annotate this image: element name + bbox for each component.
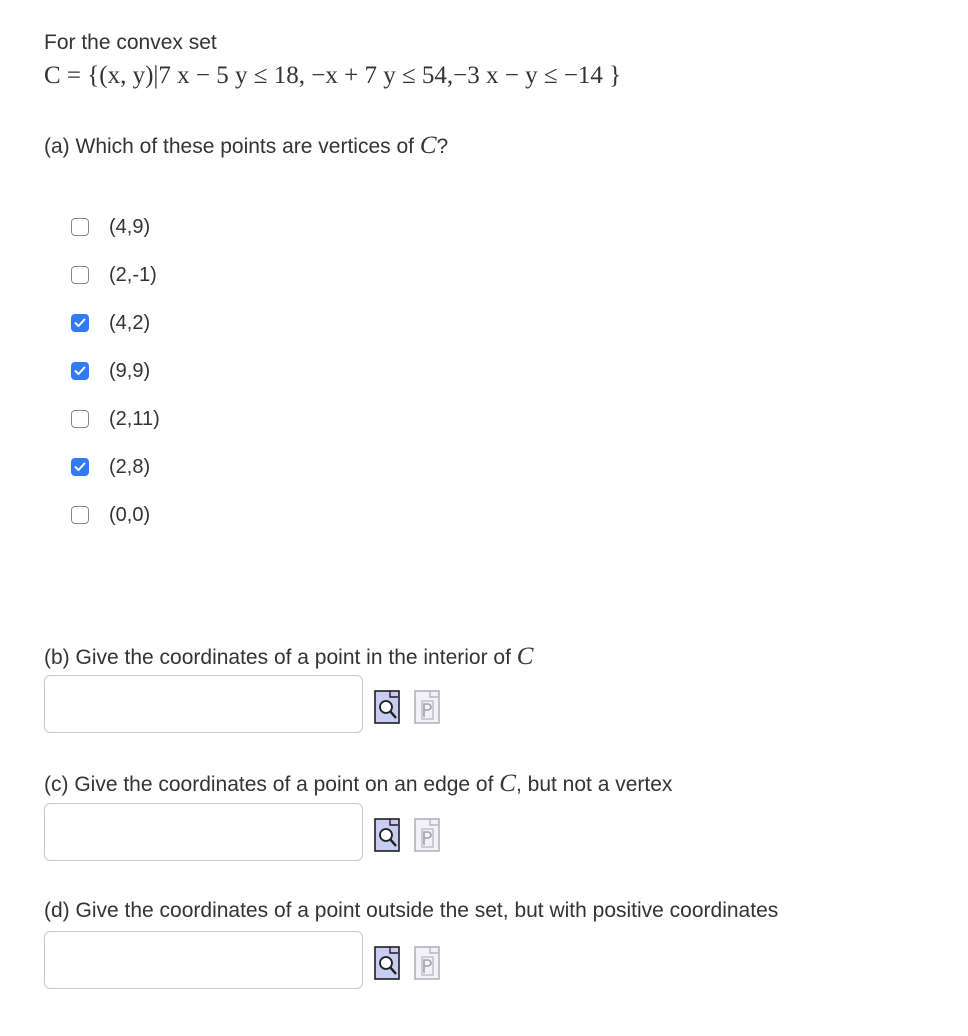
question-b-label: (b) Give the coordinates of a point in the interior of C: [44, 643, 534, 670]
option-3[interactable]: [71, 358, 150, 384]
option-label-1: (2,-1): [109, 263, 157, 286]
option-label-2: (4,2): [109, 311, 151, 334]
formula-text: C = {(x, y)|7 x − 5 y ≤ 18, −x + 7 y ≤ 54,−3 x − y ≤ −14 }: [44, 62, 622, 89]
set-formula: [44, 62, 621, 90]
option-label-6: (0,0): [109, 503, 151, 526]
preview-magnifier-icon[interactable]: [374, 818, 400, 852]
checkbox-1[interactable]: [71, 266, 89, 284]
checkbox-3[interactable]: [71, 362, 89, 380]
checkbox-5[interactable]: [71, 458, 89, 476]
check-icon: [74, 318, 86, 328]
checkbox-2[interactable]: [71, 314, 89, 332]
option-label-3: (9,9): [109, 359, 151, 382]
option-1[interactable]: [71, 262, 157, 288]
answer-d-input[interactable]: [44, 931, 363, 989]
question-c-label: (c) Give the coordinates of a point on an edge of C, but not a vertex: [44, 770, 673, 797]
check-icon: [74, 366, 86, 376]
question-d-label: (d) Give the coordinates of a point outside the set, but with positive coordinates: [44, 899, 779, 922]
problem-intro: For the convex set: [44, 31, 217, 54]
option-0[interactable]: [71, 214, 150, 240]
check-icon: [74, 462, 86, 472]
option-label-5: (2,8): [109, 455, 151, 478]
option-4[interactable]: [71, 406, 160, 432]
question-a-label: (a) Which of these points are vertices of C?: [44, 132, 449, 159]
option-6[interactable]: [71, 502, 150, 528]
checkbox-4[interactable]: [71, 410, 89, 428]
paste-page-icon[interactable]: [414, 946, 440, 980]
option-label-0: (4,9): [109, 215, 151, 238]
option-2[interactable]: [71, 310, 150, 336]
option-5[interactable]: [71, 454, 150, 480]
answer-c-input[interactable]: [44, 803, 363, 861]
checkbox-6[interactable]: [71, 506, 89, 524]
answer-b-input[interactable]: [44, 675, 363, 733]
option-label-4: (2,11): [109, 407, 160, 430]
checkbox-0[interactable]: [71, 218, 89, 236]
paste-page-icon[interactable]: [414, 818, 440, 852]
paste-page-icon[interactable]: [414, 690, 440, 724]
preview-magnifier-icon[interactable]: [374, 946, 400, 980]
preview-magnifier-icon[interactable]: [374, 690, 400, 724]
